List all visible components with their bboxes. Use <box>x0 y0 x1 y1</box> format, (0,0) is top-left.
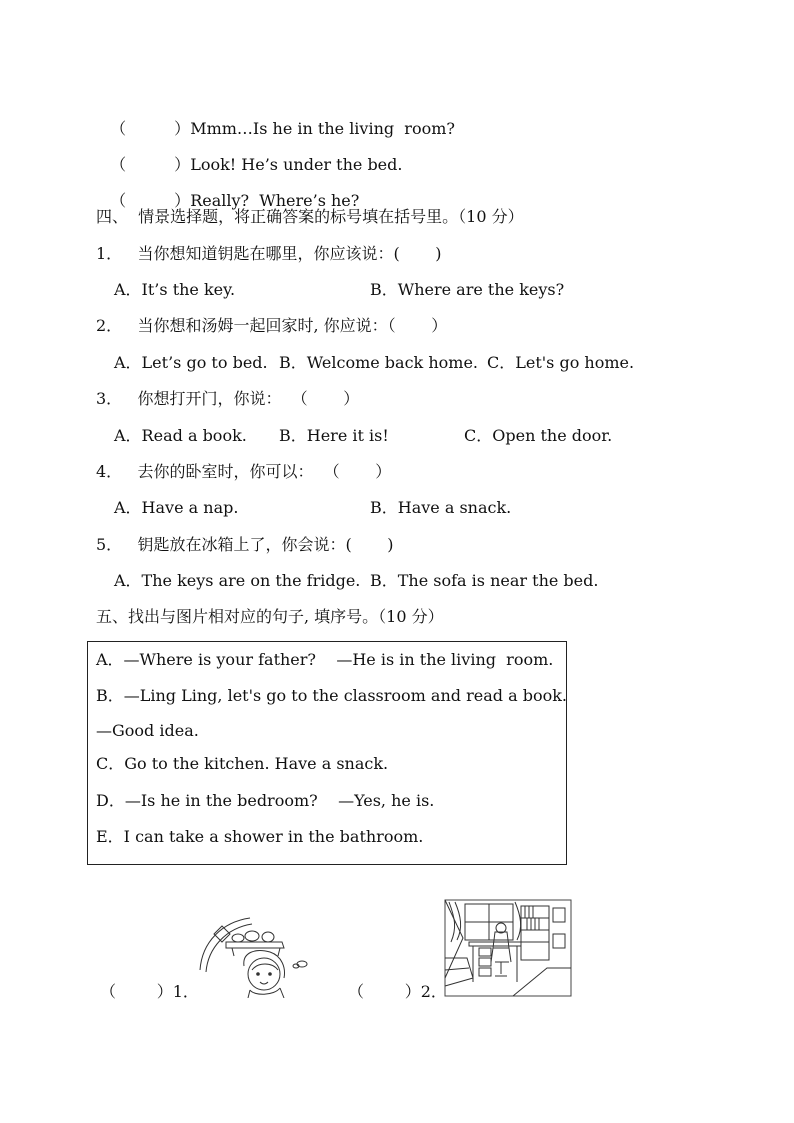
option[interactable]: B．Welcome back home. <box>279 353 478 372</box>
option[interactable]: A．Let’s go to bed. <box>114 353 268 372</box>
option[interactable]: A．The keys are on the fridge. <box>114 571 361 590</box>
option[interactable]: C．Let's go home. <box>487 353 635 372</box>
question-1: 1． 当你想知道钥匙在哪里，你应该说：( ) <box>96 244 442 263</box>
box-sentence: B．—Ling Ling, let's go to the classroom and read a book. <box>96 686 567 705</box>
answer-blank[interactable]: （ ） <box>110 191 191 210</box>
dialogue-item <box>100 171 359 211</box>
answer-blank-1[interactable]: （ ）1． <box>100 982 199 1001</box>
dialogue-text: Look! He’s under the bed. <box>190 155 403 174</box>
section-heading: 五、找出与图片相对应的句子, 填序号。（10 分） <box>96 607 444 626</box>
section-heading: 四、 情景选择题，将正确答案的标号填在括号里。（10 分） <box>96 207 524 226</box>
question-2: 2． 当你想和汤姆一起回家时, 你应说：（ ） <box>96 316 448 335</box>
box-sentence: E．I can take a shower in the bathroom. <box>96 827 424 846</box>
option[interactable]: A．Have a nap. <box>114 498 239 517</box>
dialogue-item <box>100 99 455 139</box>
option[interactable]: B．The sofa is near the bed. <box>370 571 599 590</box>
option[interactable]: B．Where are the keys? <box>370 280 565 299</box>
dialogue-text: Really? Where’s he? <box>190 191 360 210</box>
option[interactable]: C．Open the door. <box>464 426 613 445</box>
answer-blank-2[interactable]: （ ）2． <box>348 982 447 1001</box>
option[interactable]: A．It’s the key. <box>114 280 236 299</box>
box-sentence: A．—Where is your father? —He is in the living room. <box>96 650 554 669</box>
box-sentence: C．Go to the kitchen. Have a snack. <box>96 754 389 773</box>
question-4: 4． 去你的卧室时，你可以： （ ） <box>96 462 392 481</box>
answer-blank[interactable]: （ ） <box>110 119 191 138</box>
question-3: 3． 你想打开门，你说： （ ） <box>96 389 360 408</box>
bedroom-desk-picture <box>443 898 573 998</box>
answer-blank[interactable]: （ ） <box>110 155 191 174</box>
box-sentence: D．—Is he in the bedroom? —Yes, he is. <box>96 791 435 810</box>
box-sentence: —Good idea. <box>96 721 199 740</box>
question-5: 5． 钥匙放在冰箱上了，你会说：( ) <box>96 535 394 554</box>
option[interactable]: B．Here it is! <box>279 426 389 445</box>
kitchen-girl-picture <box>192 912 318 998</box>
dialogue-item <box>100 135 402 175</box>
dialogue-text: Mmm…Is he in the living room? <box>190 119 455 138</box>
option[interactable]: B．Have a snack. <box>370 498 512 517</box>
option[interactable]: A．Read a book. <box>114 426 247 445</box>
